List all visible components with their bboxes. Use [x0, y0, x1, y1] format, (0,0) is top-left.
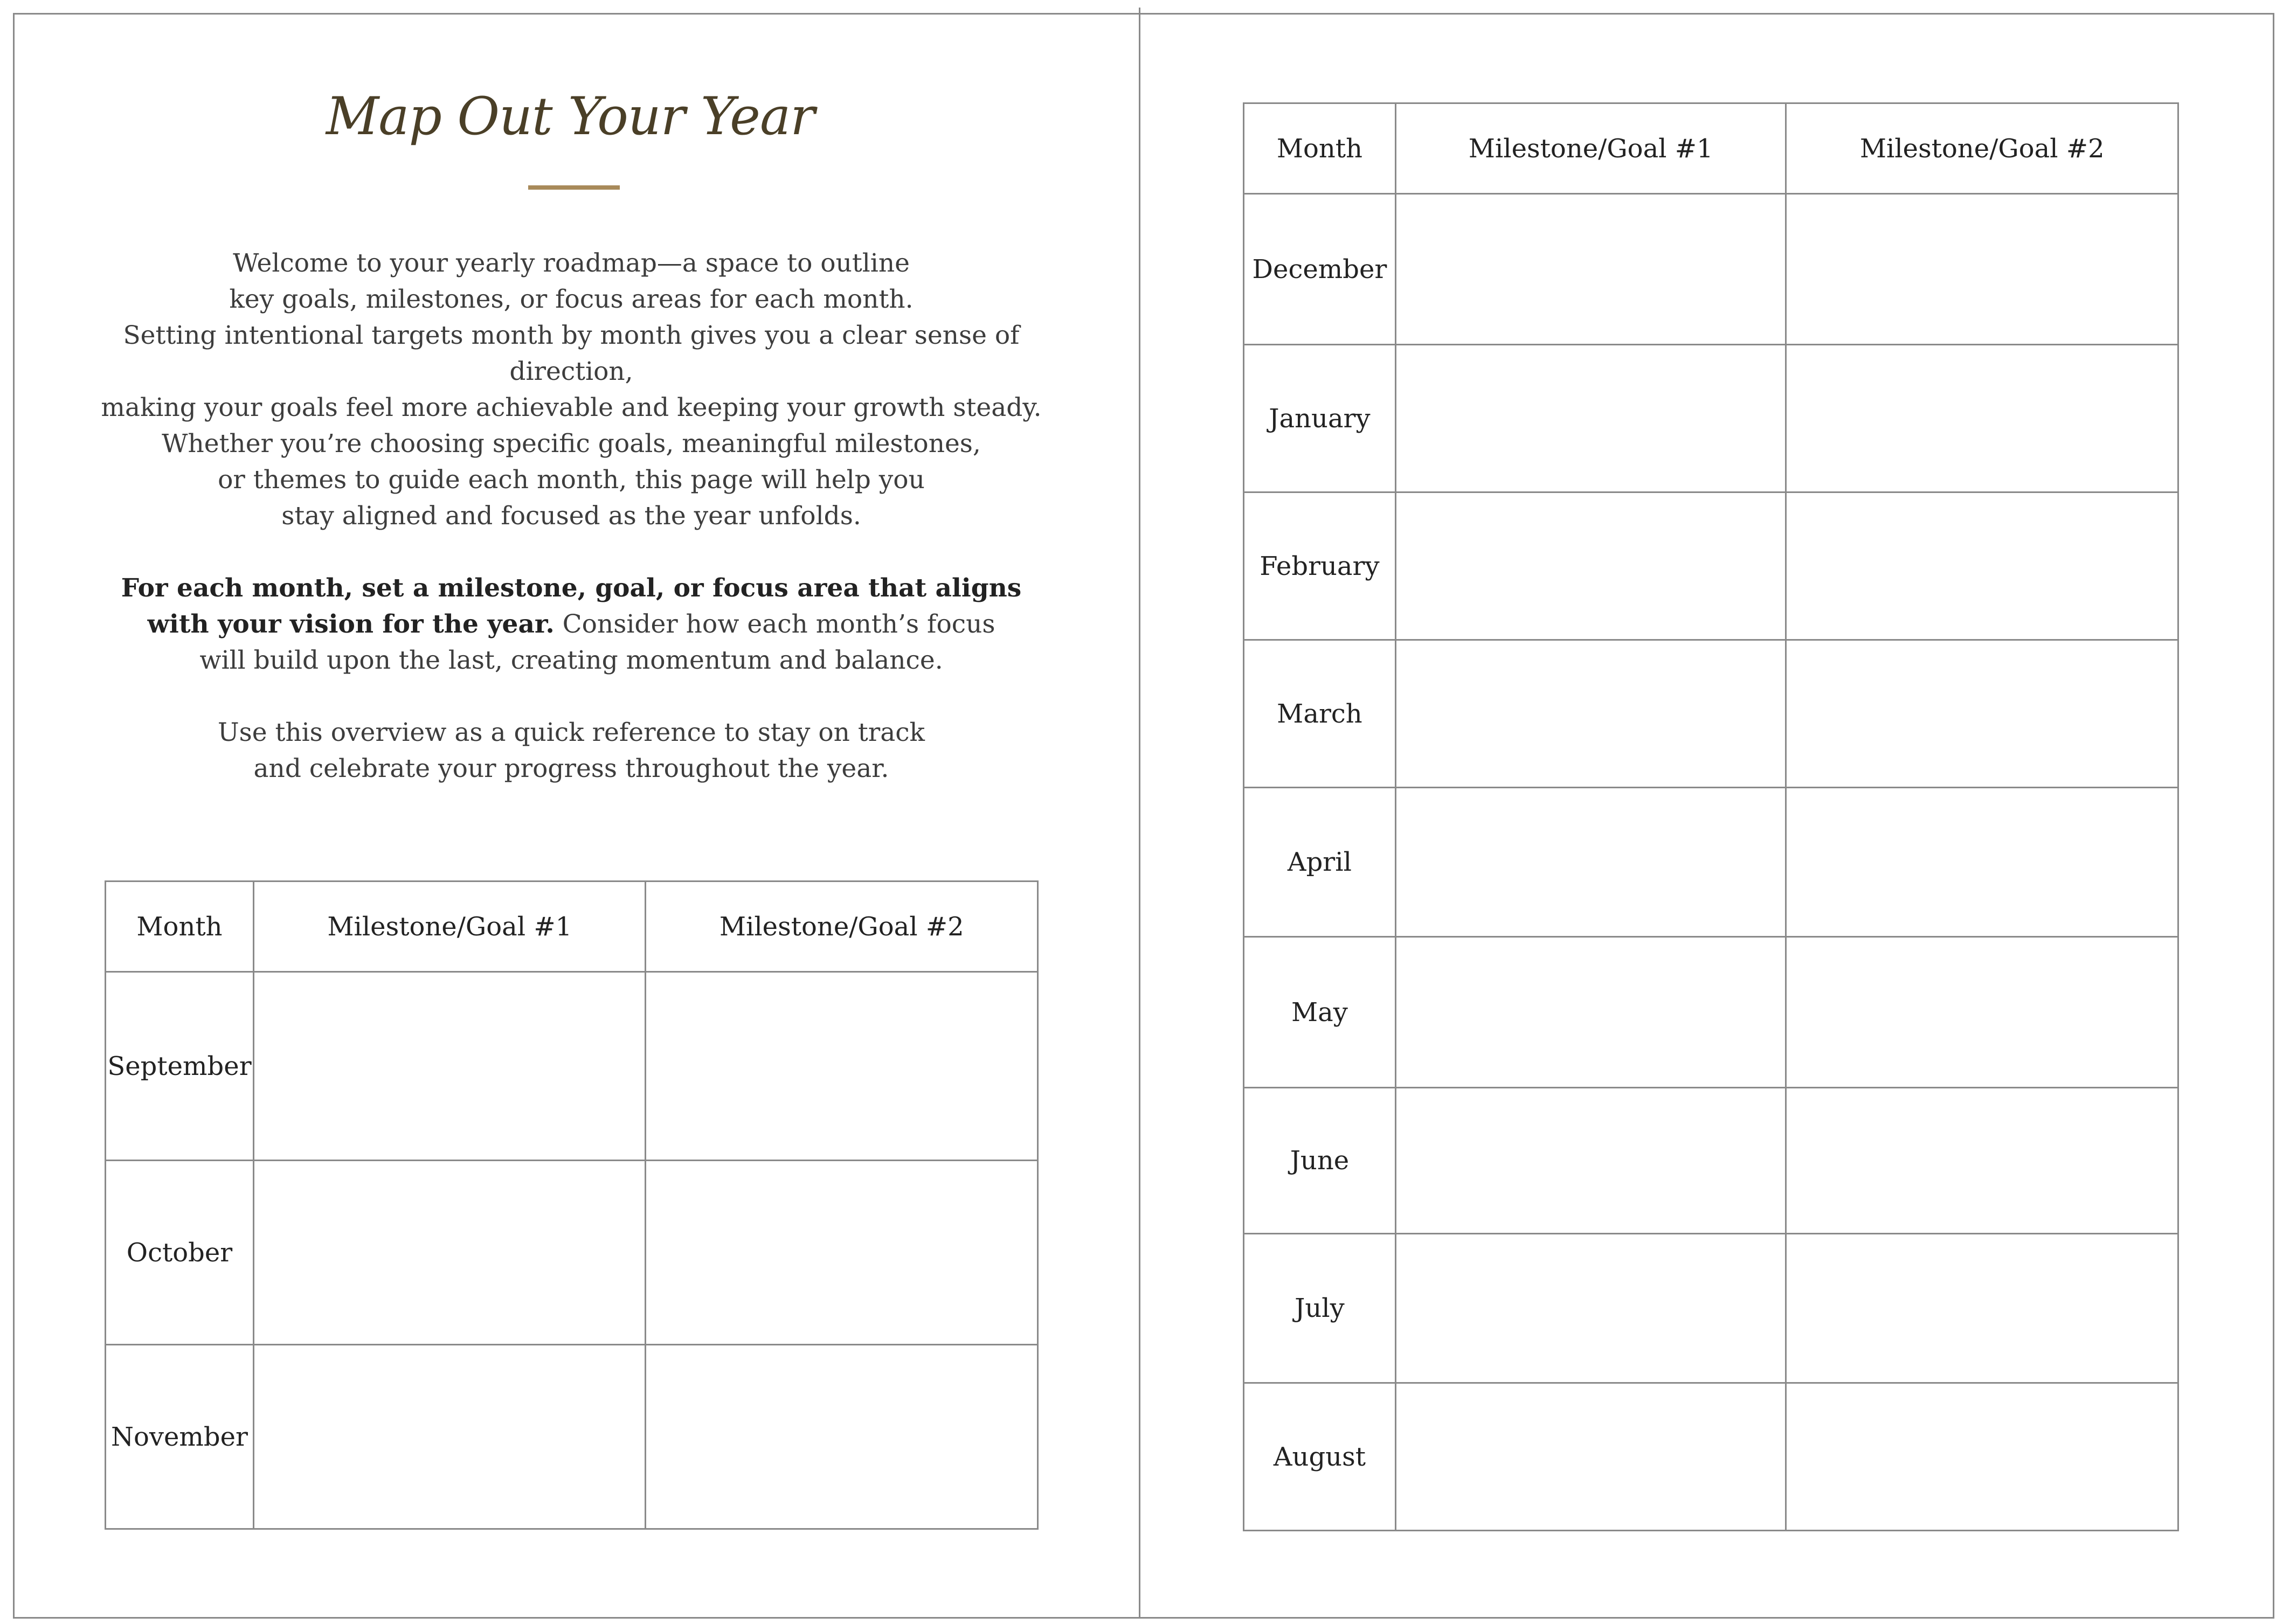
intro-paragraph-2: [86, 570, 1056, 678]
goal-2-cell[interactable]: [1786, 640, 2178, 788]
header-month: Month: [1244, 103, 1396, 194]
month-label: February: [1244, 492, 1396, 640]
goal-1-cell[interactable]: [253, 1345, 646, 1529]
table-row: [1244, 1088, 2178, 1234]
month-label: August: [1244, 1383, 1396, 1531]
goal-2-cell[interactable]: [1786, 194, 2178, 345]
intro-paragraph-3: [86, 714, 1056, 787]
month-label: December: [1244, 194, 1396, 345]
intro-line: and celebrate your progress throughout the year.: [253, 754, 889, 783]
month-label: May: [1244, 937, 1396, 1088]
table-row: [106, 1345, 1038, 1529]
table-row: [1244, 640, 2178, 788]
intro-line: stay aligned and focused as the year unfolds.: [281, 501, 861, 531]
header-goal-2: Milestone/Goal #2: [1786, 103, 2178, 194]
intro-line: will build upon the last, creating momentum and balance.: [199, 646, 943, 675]
intro-line: Consider how each month’s focus: [554, 609, 995, 639]
intro-line: making your goals feel more achievable and keeping your growth steady.: [101, 393, 1042, 422]
goal-2-cell[interactable]: [1786, 1088, 2178, 1234]
month-label: July: [1244, 1234, 1396, 1383]
table-row: [1244, 194, 2178, 345]
goal-1-cell[interactable]: [1395, 1234, 1786, 1383]
goal-2-cell[interactable]: [1786, 937, 2178, 1088]
header-goal-1: Milestone/Goal #1: [253, 882, 646, 972]
intro-text: [86, 245, 1056, 823]
table-header-row: [1244, 103, 2178, 194]
goal-1-cell[interactable]: [1395, 788, 1786, 937]
month-label: April: [1244, 788, 1396, 937]
goal-1-cell[interactable]: [253, 1161, 646, 1345]
intro-line: or themes to guide each month, this page will help you: [218, 465, 925, 495]
goal-2-cell[interactable]: [1786, 788, 2178, 937]
month-label: June: [1244, 1088, 1396, 1234]
goal-2-cell[interactable]: [646, 1345, 1038, 1529]
goal-1-cell[interactable]: [1395, 345, 1786, 492]
month-label: November: [106, 1345, 254, 1529]
intro-line: Setting intentional targets month by month gives you a clear sense of direction,: [123, 321, 1020, 386]
goals-table-right: [1243, 102, 2179, 1531]
intro-line: Use this overview as a quick reference to stay on track: [217, 718, 925, 747]
right-page: [1140, 0, 2290, 1624]
title-underline: [528, 185, 620, 190]
month-label: January: [1244, 345, 1396, 492]
goal-1-cell[interactable]: [1395, 640, 1786, 788]
intro-paragraph-1: [86, 245, 1056, 534]
goal-1-cell[interactable]: [1395, 492, 1786, 640]
goal-1-cell[interactable]: [1395, 1383, 1786, 1531]
goal-2-cell[interactable]: [1786, 1383, 2178, 1531]
table-row: [106, 1161, 1038, 1345]
intro-bold-line: with your vision for the year.: [147, 609, 555, 639]
header-goal-2: Milestone/Goal #2: [646, 882, 1038, 972]
intro-line: Welcome to your yearly roadmap—a space to outline: [233, 248, 910, 278]
goal-1-cell[interactable]: [1395, 1088, 1786, 1234]
goals-table-left: [105, 880, 1039, 1530]
goal-1-cell[interactable]: [1395, 937, 1786, 1088]
table-row: [1244, 492, 2178, 640]
goal-1-cell[interactable]: [253, 972, 646, 1161]
table-row: [1244, 937, 2178, 1088]
month-label: March: [1244, 640, 1396, 788]
table-row: [1244, 1234, 2178, 1383]
month-label: September: [106, 972, 254, 1161]
goal-2-cell[interactable]: [646, 1161, 1038, 1345]
goal-2-cell[interactable]: [646, 972, 1038, 1161]
header-month: Month: [106, 882, 254, 972]
left-page: [0, 0, 1140, 1624]
goal-2-cell[interactable]: [1786, 1234, 2178, 1383]
intro-line: Whether you’re choosing specific goals, meaningful milestones,: [162, 429, 981, 459]
goal-2-cell[interactable]: [1786, 345, 2178, 492]
table-header-row: [106, 882, 1038, 972]
intro-bold-line: For each month, set a milestone, goal, or focus area that aligns: [121, 573, 1022, 603]
header-goal-1: Milestone/Goal #1: [1395, 103, 1786, 194]
month-label: October: [106, 1161, 254, 1345]
page-title: Map Out Your Year: [326, 86, 815, 147]
table-row: [106, 972, 1038, 1161]
goal-1-cell[interactable]: [1395, 194, 1786, 345]
goal-2-cell[interactable]: [1786, 492, 2178, 640]
intro-line: key goals, milestones, or focus areas for each month.: [229, 284, 914, 314]
table-row: [1244, 788, 2178, 937]
table-row: [1244, 1383, 2178, 1531]
table-row: [1244, 345, 2178, 492]
